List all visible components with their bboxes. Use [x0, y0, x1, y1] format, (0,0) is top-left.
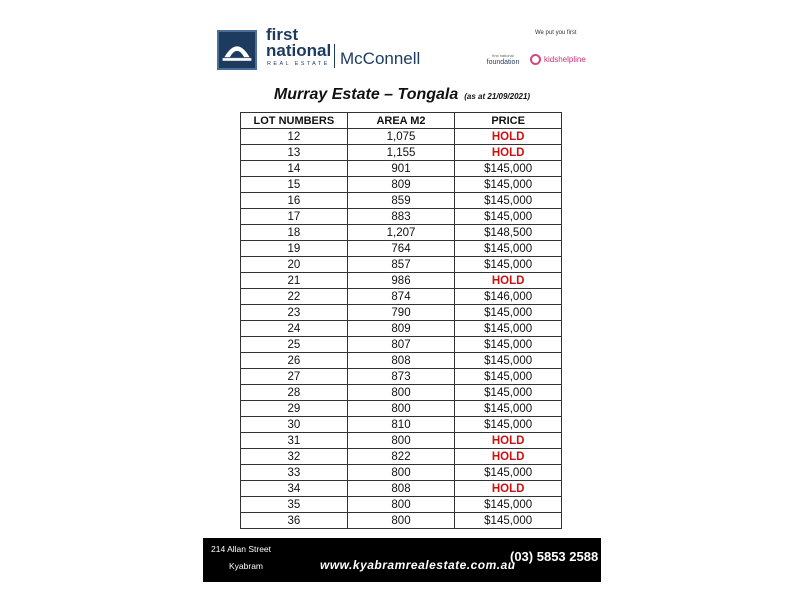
price-cell: HOLD [455, 273, 562, 289]
table-row [241, 417, 562, 433]
lot-number-cell: 22 [241, 289, 348, 305]
area-cell: 808 [347, 353, 455, 369]
foundation-small-text: first national [492, 53, 514, 58]
lot-number-cell: 21 [241, 273, 348, 289]
foundation-text: foundation [486, 59, 520, 66]
price-cell: $145,000 [455, 161, 562, 177]
lot-number-cell: 31 [241, 433, 348, 449]
area-cell: 1,075 [347, 129, 455, 145]
price-cell: $145,000 [455, 513, 562, 529]
table-row [241, 241, 562, 257]
header-lot-numbers: LOT NUMBERS [241, 113, 348, 129]
estate-title: Murray Estate – Tongala [273, 86, 459, 103]
table-row [241, 481, 562, 497]
brand-divider [334, 44, 335, 68]
lot-number-cell: 13 [241, 145, 348, 161]
price-cell: HOLD [455, 145, 562, 161]
table-row [241, 177, 562, 193]
price-cell: $145,000 [455, 193, 562, 209]
price-cell: HOLD [455, 449, 562, 465]
table-header-row [241, 113, 562, 129]
area-cell: 873 [347, 369, 455, 385]
table-row [241, 209, 562, 225]
lot-number-cell: 14 [241, 161, 348, 177]
lot-number-cell: 18 [241, 225, 348, 241]
area-cell: 800 [347, 385, 455, 401]
table-row [241, 497, 562, 513]
lot-number-cell: 20 [241, 257, 348, 273]
lot-number-cell: 28 [241, 385, 348, 401]
price-cell: $145,000 [455, 353, 562, 369]
lot-price-table [240, 112, 562, 529]
area-cell: 810 [347, 417, 455, 433]
brand-national: national [266, 41, 332, 60]
footer-town: Kyabram [229, 561, 264, 571]
table-row [241, 289, 562, 305]
table-row [241, 129, 562, 145]
table-row [241, 305, 562, 321]
lot-number-cell: 12 [241, 129, 348, 145]
price-cell: $145,000 [455, 177, 562, 193]
lot-number-cell: 25 [241, 337, 348, 353]
lot-number-cell: 17 [241, 209, 348, 225]
lot-number-cell: 30 [241, 417, 348, 433]
area-cell: 807 [347, 337, 455, 353]
lot-number-cell: 16 [241, 193, 348, 209]
table-row [241, 401, 562, 417]
lot-number-cell: 29 [241, 401, 348, 417]
lot-number-cell: 36 [241, 513, 348, 529]
table-row [241, 353, 562, 369]
lot-number-cell: 27 [241, 369, 348, 385]
price-cell: HOLD [455, 129, 562, 145]
price-cell: $145,000 [455, 337, 562, 353]
area-cell: 800 [347, 401, 455, 417]
kids-helpline-ring-icon [530, 54, 541, 65]
area-cell: 986 [347, 273, 455, 289]
price-cell: $145,000 [455, 369, 562, 385]
footer-website-link[interactable]: www.kyabramrealestate.com.au [320, 558, 516, 572]
area-cell: 809 [347, 177, 455, 193]
table-row [241, 449, 562, 465]
header-price: PRICE [455, 113, 562, 129]
price-cell: $145,000 [455, 241, 562, 257]
brand-office-name: McConnell [340, 49, 421, 68]
page-title [203, 86, 601, 104]
header-area: AREA M2 [347, 113, 455, 129]
area-cell: 901 [347, 161, 455, 177]
table-row [241, 321, 562, 337]
as-at-date: (as at 21/09/2021) [464, 92, 531, 101]
first-national-logo-icon [217, 30, 257, 70]
footer-bar [203, 538, 601, 582]
area-cell: 857 [347, 257, 455, 273]
price-cell: HOLD [455, 481, 562, 497]
table-row [241, 273, 562, 289]
footer-phone: (03) 5853 2588 [510, 549, 599, 564]
area-cell: 1,207 [347, 225, 455, 241]
area-cell: 800 [347, 513, 455, 529]
table-row [241, 433, 562, 449]
price-cell: HOLD [455, 433, 562, 449]
price-cell: $145,000 [455, 385, 562, 401]
table-row [241, 145, 562, 161]
lot-number-cell: 33 [241, 465, 348, 481]
area-cell: 790 [347, 305, 455, 321]
price-list-sheet [203, 18, 601, 582]
table-row [241, 337, 562, 353]
lot-number-cell: 32 [241, 449, 348, 465]
lot-number-cell: 26 [241, 353, 348, 369]
area-cell: 859 [347, 193, 455, 209]
area-cell: 883 [347, 209, 455, 225]
table-row [241, 225, 562, 241]
price-cell: $145,000 [455, 465, 562, 481]
price-cell: $148,500 [455, 225, 562, 241]
area-cell: 800 [347, 465, 455, 481]
area-cell: 764 [347, 241, 455, 257]
table-row [241, 369, 562, 385]
table-row [241, 385, 562, 401]
area-cell: 822 [347, 449, 455, 465]
lot-number-cell: 35 [241, 497, 348, 513]
lot-number-cell: 24 [241, 321, 348, 337]
brand-subtitle: REAL ESTATE [267, 61, 330, 67]
table-row [241, 257, 562, 273]
table-row [241, 465, 562, 481]
tagline: We put you first [535, 30, 577, 36]
area-cell: 800 [347, 433, 455, 449]
lot-number-cell: 34 [241, 481, 348, 497]
area-cell: 800 [347, 497, 455, 513]
foundation-logo [480, 52, 526, 66]
table-row [241, 513, 562, 529]
area-cell: 808 [347, 481, 455, 497]
footer-street: 214 Allan Street [211, 544, 272, 554]
price-cell: $145,000 [455, 257, 562, 273]
lot-number-cell: 23 [241, 305, 348, 321]
price-cell: $145,000 [455, 401, 562, 417]
lot-number-cell: 15 [241, 177, 348, 193]
price-cell: $145,000 [455, 497, 562, 513]
price-cell: $145,000 [455, 305, 562, 321]
area-cell: 809 [347, 321, 455, 337]
price-cell: $145,000 [455, 417, 562, 433]
table-row [241, 193, 562, 209]
lot-number-cell: 19 [241, 241, 348, 257]
price-cell: $145,000 [455, 321, 562, 337]
brand-first: first [266, 25, 299, 44]
price-cell: $145,000 [455, 209, 562, 225]
kids-helpline-text: kidshelpline [544, 55, 586, 64]
area-cell: 1,155 [347, 145, 455, 161]
table-row [241, 161, 562, 177]
price-cell: $146,000 [455, 289, 562, 305]
area-cell: 874 [347, 289, 455, 305]
